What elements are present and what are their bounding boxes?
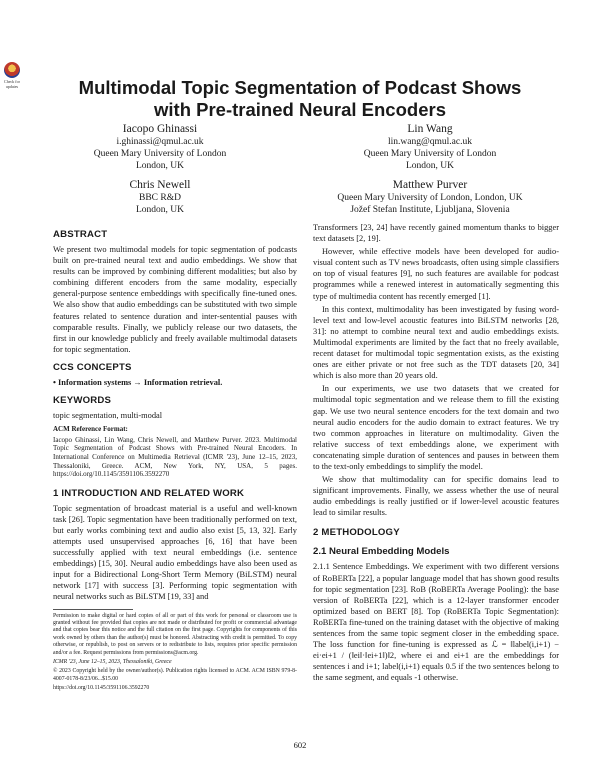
footnote-divider bbox=[53, 609, 133, 610]
intro-heading: 1 INTRODUCTION AND RELATED WORK bbox=[53, 487, 245, 499]
body-paragraph: 2.1.1 Sentence Embeddings. We experiment with two different versions of RoBERTa [22], a popular language model that has shown good results for topic segmentation [23]. RoB (RoBERTa Average Pooling): the base version of RoBERTa [22], which is a 12-layer transformer encoder optimized based on BERT [8]. Top (RoBERTa Topic Segmentation): RoBERTa fine-tuned on the training dataset with the objective of making sentences from the same topic segment closer in the embedding space. The loss function for fine-tuning is expressed as ℒ = ‖label(i,i+1) − ei·ei+1 / (‖ei‖·‖ei+1‖)‖2, where ei and ei+1 are the embeddings for sentences i and i+1; label(i,i+1) equals 0.5 if the two sentences belong to the same segment, and equals -1 otherwise. bbox=[313, 562, 559, 683]
author-location: London, UK bbox=[135, 161, 185, 171]
subsection-heading: 2.1 Neural Embedding Models bbox=[313, 546, 450, 558]
keywords-heading: KEYWORDS bbox=[53, 395, 112, 407]
methodology-heading: 2 METHODOLOGY bbox=[313, 527, 400, 539]
body-paragraph: We show that multimodality can for specific domains lead to significant improvements. Finally, we assess whether the use of neural audio embeddings is really justified or if lower-level acoustic features lead to similar results. bbox=[313, 475, 559, 518]
author-email[interactable]: i.ghinassi@qmul.ac.uk bbox=[116, 137, 204, 147]
author-1 bbox=[60, 122, 260, 172]
body-paragraph: However, while effective models have been developed for audio-visual content such as TV news broadcasts, often using simple classifiers on top of visual features [9], no such features are available for podcast programmes while a renewed interest in automatically segmenting this type of multimedia content has recently emerged [1]. bbox=[313, 247, 559, 301]
author-email[interactable]: lin.wang@qmul.ac.uk bbox=[388, 137, 472, 147]
check-for-updates-badge[interactable] bbox=[3, 62, 21, 89]
author-location: Jožef Stefan Institute, Ljubljana, Slovenia bbox=[350, 205, 510, 215]
left-column bbox=[53, 222, 297, 695]
author-name: Chris Newell bbox=[129, 179, 191, 191]
ccs-text: • Information systems → Information retrieval. bbox=[53, 377, 223, 387]
ccs-heading: CCS CONCEPTS bbox=[53, 361, 132, 373]
page-number: 602 bbox=[293, 740, 307, 750]
paper-title: Multimodal Topic Segmentation of Podcast Shows with Pre-trained Neural Encoders bbox=[78, 77, 522, 120]
abstract-heading: ABSTRACT bbox=[53, 229, 108, 240]
keywords-text: topic segmentation, multi-modal bbox=[53, 411, 163, 421]
author-2 bbox=[330, 122, 530, 172]
body-paragraph: Transformers [23, 24] have recently gained momentum thanks to bigger text datasets [2, 19]. bbox=[313, 223, 559, 244]
right-column bbox=[313, 222, 559, 685]
author-location: London, UK bbox=[405, 161, 455, 171]
author-name: Matthew Purver bbox=[392, 179, 468, 191]
crossmark-icon bbox=[4, 62, 20, 78]
author-name: Iacopo Ghinassi bbox=[122, 123, 198, 135]
author-affiliation: Queen Mary University of London bbox=[93, 149, 227, 159]
body-paragraph: In this context, multimodality has been investigated by fusing word-level text and low-level acoustic features into BiLSTM networks [28, 31]: no attempt to combine neural text and audio embeddings exists. Multimodal experiments are limited by the fact that no freely available, recent dataset for multimodal topic segmentation exists, as the existing ones are either private or not free such as the TDT datasets [20, 34] which is also more than 20 years old. bbox=[313, 304, 559, 381]
permission-notice: Permission to make digital or hard copies of all or part of this work for personal or classroom use is granted without fee provided that copies are not made or distributed for profit or commercial advantage and that copies bear this notice and the full citation on the first page. Copyrights for components of this work owned by others than the author(s) must be honored. Abstracting with credit is permitted. To copy otherwise, or republish, to post on servers or to redistribute to lists, requires prior specific permission and/or a fee. Request permissions from permissions@acm.org. bbox=[53, 612, 297, 656]
author-affiliation: Queen Mary University of London, London, UK bbox=[337, 193, 523, 203]
author-4 bbox=[315, 178, 545, 216]
author-affiliation: BBC R&D bbox=[139, 193, 181, 203]
conference-line: ICMR '23, June 12–15, 2023, Thessaloniki, Greece bbox=[53, 658, 172, 665]
author-affiliation: Queen Mary University of London bbox=[363, 149, 497, 159]
intro-text: Topic segmentation of broadcast material is a useful and well-known task [26]. Topic segmentation have been traditionally performed on text, but early works combining text and audio also exist [5, 13, 32]. Early attempts used unsupervised approaches [6, 16] that have been successfully applied with text neural embeddings (i.e. sentence embeddings) [15, 30]. Neural audio embeddings have also been used as input for a Bidirectional Long-Short Term Memory (BiLSTM) neural network [17] with success [3]. Performing topic segmentation with neural networks such as BiLSTM [19, 33] and bbox=[53, 503, 297, 602]
doi-link[interactable]: https://doi.org/10.1145/3591106.3592270 bbox=[53, 685, 150, 692]
author-name: Lin Wang bbox=[407, 123, 453, 135]
body-paragraph: In our experiments, we use two datasets that we created for multimodal topic segmentation and we release them to fill the existing gap. We use two neural sentence encoders for the text domain and two neural audio encoders for the audio domain to extract features. We try two common approaches in literature on multimodality. Given the relative success of text embeddings alone, we experiment with concatenating simple duration of sentences and pauses in between them to the text-only embeddings to simplify the model. bbox=[313, 384, 559, 471]
reference-format-text: Iacopo Ghinassi, Lin Wang, Chris Newell, and Matthew Purver. 2023. Multimodal Topic Segmentation of Podcast Shows with Pre-trained Neural Encoders. In International Conference on Multimedia Retrieval (ICMR '23), June 12–15, 2023, Thessaloniki, Greece. ACM, New York, NY, USA, 5 pages. https://doi.org/10.1145/3591106.3592270 bbox=[53, 435, 297, 479]
abstract-text: We present two multimodal models for topic segmentation of podcasts built on pre-trained neural text and audio embeddings. We show that results can be improved by combining different modalities; but also by combining different encoders from the same modality, especially general-purpose sentence embeddings with specifically fine-tuned ones. We also show that audio embeddings can be substituted with two simple features related to sentence duration and inter-sentential pauses with comparable results. Finally, we publicly release our two datasets, the first in our knowledge publicly and freely available multimodal datasets for topic segmentation. bbox=[53, 245, 297, 354]
badge-text: Check for updates bbox=[4, 79, 20, 89]
copyright-notice: © 2023 Copyright held by the owner/author(s). Publication rights licensed to ACM. ACM ISBN 979-8-4007-0178-8/23/06...$15.00 bbox=[53, 668, 297, 682]
reference-format-heading: ACM Reference Format: bbox=[53, 425, 128, 434]
author-3 bbox=[60, 178, 260, 216]
author-location: London, UK bbox=[135, 205, 185, 215]
